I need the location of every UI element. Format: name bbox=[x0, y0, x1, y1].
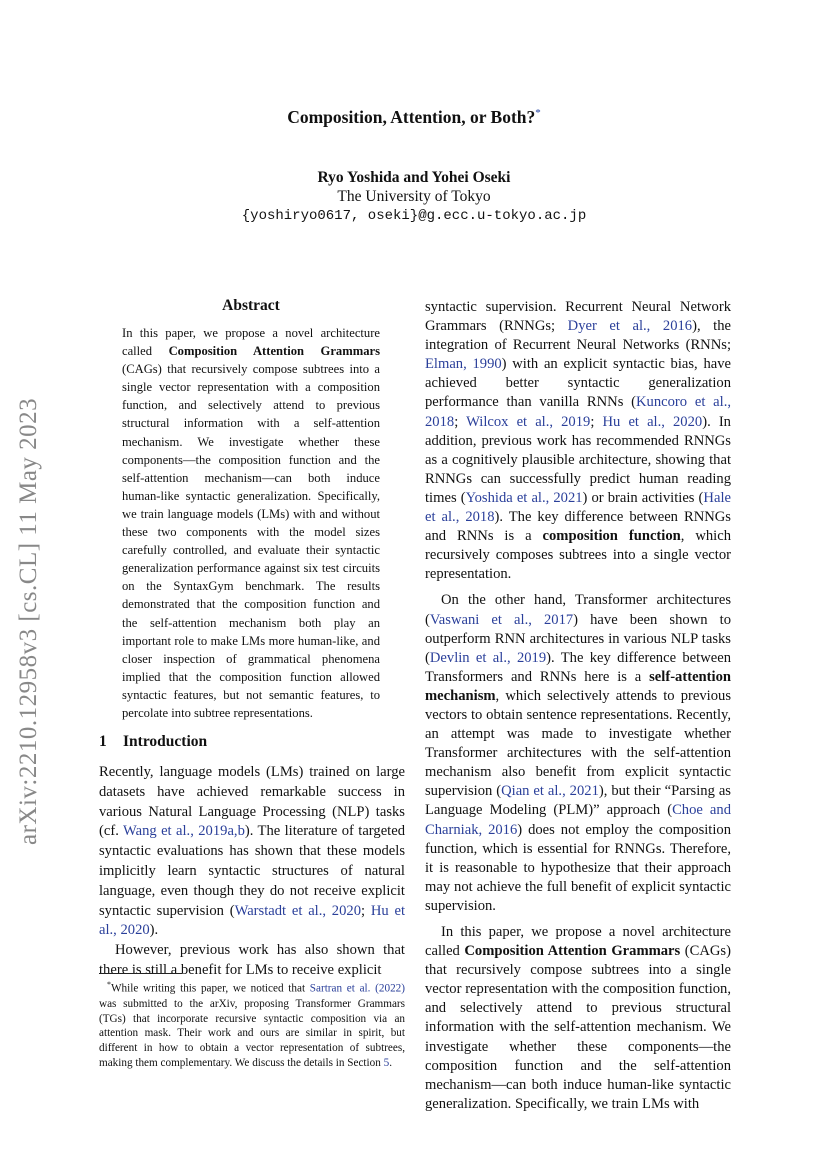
section-heading-introduction: 1 Introduction bbox=[99, 733, 208, 750]
citation-link[interactable]: Hu et al., 2020 bbox=[99, 902, 405, 939]
citation-link[interactable]: Wang et al., 2019a,b bbox=[123, 823, 245, 840]
author-email: {yoshiryo0617, oseki}@g.ecc.u-tokyo.ac.jp bbox=[241, 208, 587, 224]
citation-link[interactable]: Vaswani et al., 2017 bbox=[429, 611, 574, 628]
paragraph: On the other hand, Transformer architectures (Vaswani et al., 2017) have been shown to outperform RNN architectures in various NLP tasks (Devlin et al., 2019). The key difference between Transformers and RNNs here is a self-attention mechanism, which selectively attends to previous vectors to obtain sentence representations. Recently, an attempt was made to investigate whether Transformer architectures with the self-attention mechanism also benefit from explicit syntactic supervision (Qian et al., 2021), but their “Parsing as Language Modeling (PLM)” approach (Choe and Charniak, 2016) does not employ the composition function, which is essential for RNNGs. Therefore, it is reasonable to hypothesize that their approach may not achieve the full benefit of explicit syntactic supervision. bbox=[425, 592, 731, 914]
author-list: Ryo Yoshida and Yohei Oseki bbox=[317, 169, 511, 186]
paragraph: However, previous work has also shown that there is still a benefit for LMs to receive explicit bbox=[99, 942, 405, 978]
citation-link[interactable]: Hale et al., 2018 bbox=[425, 489, 731, 526]
citation-link[interactable]: Dyer et al., 2016 bbox=[567, 318, 693, 335]
citation-link[interactable]: Choe and Charniak, 2016 bbox=[425, 802, 731, 838]
paragraph: syntactic supervision. Recurrent Neural Network Grammars (RNNGs; Dyer et al., 2016), the integration of Recurrent Neural Networks (RNNs; Elman, 1990) with an explicit syntactic bias, have achieved better syntactic generalization performance than vanilla RNNs (Kuncoro et al., 2018; Wilcox et al., 2019; Hu et al., 2020). In addition, previous work has recommended RNNGs as a cognitively plausible architecture, showing that RNNGs can successfully predict human reading times (Yoshida et al., 2021) or brain activities (Hale et al., 2018). The key difference between RNNGs and RNNs is a composition function, which recursively composes subtrees into a single vector representation. bbox=[425, 299, 732, 583]
footnote-rule bbox=[99, 973, 182, 974]
citation-link[interactable]: Hu et al., 2020 bbox=[602, 413, 703, 430]
abstract-heading: Abstract bbox=[222, 297, 280, 314]
citation-link[interactable]: Kuncoro et al., 2018 bbox=[425, 394, 731, 430]
abstract-body: In this paper, we propose a novel architecture called Composition Attention Grammars (CAGs) that recursively compose subtrees into a single vector representation with a composition function, and selectively attend to previous structural information with a self-attention mechanism. We investigate whether these components—the composition function and the self-attention mechanism—can both induce human-like syntactic generalization. Specifically, we train language models (LMs) with and without these two components with the model sizes carefully controlled, and evaluate their syntactic generalization performance against six test circuits on the SyntaxGym benchmark. The results demonstrated that the composition function and the self-attention mechanism both play an important role to make LMs more human-like, and closer inspection of grammatical phenomena implied that the composition function allowed syntactic features, but not semantic features, to percolate into subtree representations. bbox=[122, 326, 380, 720]
paper-title: Composition, Attention, or Both?* bbox=[287, 107, 541, 127]
paragraph: In this paper, we propose a novel architecture called Composition Attention Grammars (CAGs) that recursively compose subtrees into a single vector representation with the composition function, and selectively attend to previous structural information with the self-attention mechanism. We investigate whether these components—the composition function and the self-attention mechanism—can both induce human-like syntactic generalization. Specifically, we train LMs with bbox=[425, 924, 731, 1112]
citation-link[interactable]: Wilcox et al., 2019 bbox=[466, 413, 591, 430]
section-link[interactable]: 5 bbox=[383, 1057, 390, 1070]
citation-link[interactable]: Qian et al., 2021 bbox=[501, 783, 599, 800]
intro-right-column bbox=[425, 298, 731, 1114]
paragraph: Recently, language models (LMs) trained on large datasets have achieved remarkable success in various Natural Language Processing (NLP) tasks (cf. Wang et al., 2019a,b). The literature of targeted syntactic evaluations has shown that these models implicitly learn syntactic structures of natural language, even though they do not receive explicit syntactic supervision (Warstadt et al., 2020; Hu et al., 2020). bbox=[99, 764, 405, 939]
footnote: *While writing this paper, we noticed that Sartran et al. (2022) was submitted to the arXiv, proposing Transformer Grammars (TGs) that incorporate recursive syntactic composition via an attention mask. Their work and ours are similar in spirit, but different in how to obtain a vector representation of subtrees, making them complementary. We discuss the details in Section 5. bbox=[99, 980, 406, 1070]
intro-left-column bbox=[99, 763, 405, 981]
citation-link[interactable]: Elman, 1990 bbox=[425, 356, 502, 373]
arxiv-stamp: arXiv:2210.12958v3 [cs.CL] 11 May 2023 bbox=[15, 397, 42, 845]
citation-link[interactable]: Devlin et al., 2019 bbox=[429, 649, 547, 666]
affiliation: The University of Tokyo bbox=[337, 188, 491, 205]
citation-link[interactable]: Yoshida et al., 2021 bbox=[465, 489, 583, 506]
title-footnote-mark[interactable]: * bbox=[535, 107, 541, 120]
citation-link[interactable]: Sartran et al. (2022) bbox=[309, 982, 406, 995]
citation-link[interactable]: Warstadt et al., 2020 bbox=[234, 902, 361, 919]
